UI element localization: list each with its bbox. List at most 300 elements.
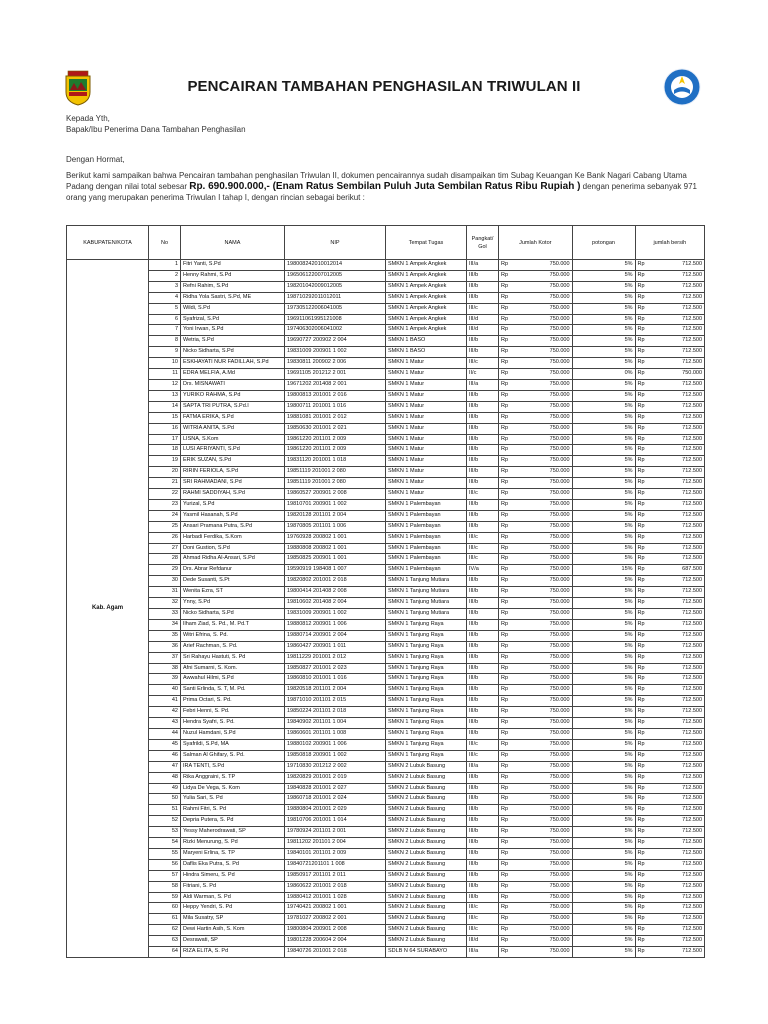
cell-potongan: 5% — [572, 881, 635, 892]
cell-currency: Rp — [499, 499, 511, 510]
cell-potongan: 5% — [572, 696, 635, 707]
table-row — [67, 761, 705, 772]
table-row — [67, 532, 705, 543]
cell-nip: 19810602 201408 2 004 — [285, 598, 386, 609]
cell-currency: Rp — [499, 903, 511, 914]
cell-currency: Rp — [499, 543, 511, 554]
cell-currency: Rp — [635, 859, 647, 870]
table-row — [67, 390, 705, 401]
cell-currency: Rp — [499, 652, 511, 663]
cell-potongan: 5% — [572, 401, 635, 412]
cell-pangkat: III/b — [467, 816, 499, 827]
cell-jumlah-bersih: 712.500 — [647, 663, 705, 674]
cell-pangkat: III/b — [467, 728, 499, 739]
cell-jumlah-kotor: 750.000 — [510, 761, 572, 772]
cell-tempat-tugas: SMKN 1 BASO — [386, 347, 467, 358]
header-nama: NAMA — [181, 226, 285, 260]
cell-tempat-tugas: SMKN 1 Ampek Angkek — [386, 325, 467, 336]
cell-nip: 198201042009012005 — [285, 281, 386, 292]
cell-no: 4 — [149, 292, 181, 303]
cell-potongan: 5% — [572, 390, 635, 401]
cell-nama: Hendra Syafri, S. Pd. — [181, 718, 285, 729]
cell-currency: Rp — [635, 794, 647, 805]
cell-pangkat: III/b — [467, 390, 499, 401]
cell-potongan: 5% — [572, 685, 635, 696]
cell-no: 7 — [149, 325, 181, 336]
table-row — [67, 554, 705, 565]
cell-potongan: 5% — [572, 576, 635, 587]
cell-no: 17 — [149, 434, 181, 445]
table-row — [67, 565, 705, 576]
cell-tempat-tugas: SMKN 1 Tanjung Mutiara — [386, 609, 467, 620]
cell-jumlah-kotor: 750.000 — [510, 303, 572, 314]
cell-potongan: 5% — [572, 903, 635, 914]
cell-jumlah-bersih: 712.500 — [647, 925, 705, 936]
cell-potongan: 5% — [572, 707, 635, 718]
cell-currency: Rp — [499, 260, 511, 271]
table-row — [67, 292, 705, 303]
cell-tempat-tugas: SMKN 1 Matur — [386, 358, 467, 369]
cell-currency: Rp — [635, 467, 647, 478]
cell-no: 38 — [149, 663, 181, 674]
cell-jumlah-bersih: 712.500 — [647, 270, 705, 281]
cell-no: 31 — [149, 587, 181, 598]
cell-jumlah-bersih: 712.500 — [647, 554, 705, 565]
cell-jumlah-bersih: 712.500 — [647, 838, 705, 849]
table-header-row — [67, 226, 705, 260]
cell-jumlah-kotor: 750.000 — [510, 739, 572, 750]
cell-currency: Rp — [499, 892, 511, 903]
cell-tempat-tugas: SMKN 1 Palembayan — [386, 510, 467, 521]
cell-currency: Rp — [499, 565, 511, 576]
cell-jumlah-bersih: 712.500 — [647, 696, 705, 707]
cell-tempat-tugas: SMKN 1 Ampek Angkek — [386, 281, 467, 292]
cell-pangkat: III/a — [467, 260, 499, 271]
cell-tempat-tugas: SMKN 1 Tanjung Raya — [386, 674, 467, 685]
cell-nip: 19860622 201001 2 018 — [285, 881, 386, 892]
cell-jumlah-bersih: 712.500 — [647, 379, 705, 390]
cell-jumlah-kotor: 750.000 — [510, 816, 572, 827]
cell-jumlah-kotor: 750.000 — [510, 663, 572, 674]
cell-currency: Rp — [499, 761, 511, 772]
cell-tempat-tugas: SMKN 1 Palembayan — [386, 543, 467, 554]
cell-no: 55 — [149, 848, 181, 859]
greeting: Dengan Hormat, — [66, 155, 125, 164]
cell-jumlah-kotor: 750.000 — [510, 456, 572, 467]
cell-tempat-tugas: SMKN 2 Lubuk Basung — [386, 794, 467, 805]
cell-tempat-tugas: SMKN 1 Matur — [386, 478, 467, 489]
cell-nip: 197406302006041002 — [285, 325, 386, 336]
cell-jumlah-kotor: 750.000 — [510, 314, 572, 325]
table-row — [67, 728, 705, 739]
cell-potongan: 5% — [572, 478, 635, 489]
cell-no: 40 — [149, 685, 181, 696]
cell-potongan: 5% — [572, 761, 635, 772]
cell-pangkat: III/b — [467, 794, 499, 805]
cell-tempat-tugas: SMKN 2 Lubuk Basung — [386, 903, 467, 914]
cell-currency: Rp — [499, 609, 511, 620]
table-row — [67, 598, 705, 609]
cell-currency: Rp — [499, 270, 511, 281]
cell-no: 52 — [149, 816, 181, 827]
cell-pangkat: III/b — [467, 521, 499, 532]
cell-pangkat: III/c — [467, 489, 499, 500]
cell-pangkat: III/b — [467, 456, 499, 467]
cell-nama: Mila Susatry, SP — [181, 914, 285, 925]
cell-nama: Fitri Yanti, S.Pd — [181, 260, 285, 271]
cell-nama: Desrawati, SP — [181, 936, 285, 947]
cell-jumlah-kotor: 750.000 — [510, 685, 572, 696]
cell-nip: 19781027 200802 2 001 — [285, 914, 386, 925]
cell-no: 16 — [149, 423, 181, 434]
cell-jumlah-kotor: 750.000 — [510, 478, 572, 489]
cell-pangkat: III/b — [467, 641, 499, 652]
cell-currency: Rp — [635, 936, 647, 947]
cell-currency: Rp — [635, 260, 647, 271]
cell-nama: Drs. Abrar Refdanur — [181, 565, 285, 576]
table-row — [67, 838, 705, 849]
cell-potongan: 5% — [572, 467, 635, 478]
table-row — [67, 314, 705, 325]
cell-potongan: 5% — [572, 936, 635, 947]
cell-nama: Aldi Warman, S. Pd — [181, 892, 285, 903]
cell-nip: 19800414 201408 2 008 — [285, 587, 386, 598]
cell-tempat-tugas: SMKN 2 Lubuk Basung — [386, 827, 467, 838]
table-row — [67, 859, 705, 870]
cell-nama: Depria Putera, S. Pd — [181, 816, 285, 827]
cell-nama: Arief Rachman, S. Pd. — [181, 641, 285, 652]
header-tempat-tugas: Tempat Tugas — [386, 226, 467, 260]
cell-currency: Rp — [499, 794, 511, 805]
cell-nama: Daflis Eka Putra, S. Pd — [181, 859, 285, 870]
cell-jumlah-bersih: 712.500 — [647, 728, 705, 739]
cell-currency: Rp — [635, 805, 647, 816]
cell-nama: Henny Rahmi, S.Pd — [181, 270, 285, 281]
cell-pangkat: III/c — [467, 358, 499, 369]
table-row — [67, 936, 705, 947]
cell-nama: Fitriani, S. Pd — [181, 881, 285, 892]
cell-jumlah-bersih: 712.500 — [647, 761, 705, 772]
cell-nip: 19811229 201001 2 012 — [285, 652, 386, 663]
cell-no: 57 — [149, 870, 181, 881]
cell-pangkat: IV/a — [467, 565, 499, 576]
cell-tempat-tugas: SMKN 1 Tanjung Mutiara — [386, 576, 467, 587]
cell-currency: Rp — [499, 947, 511, 958]
cell-jumlah-bersih: 712.500 — [647, 630, 705, 641]
cell-jumlah-kotor: 750.000 — [510, 728, 572, 739]
cell-no: 11 — [149, 369, 181, 380]
cell-jumlah-bersih: 712.500 — [647, 412, 705, 423]
cell-currency: Rp — [499, 619, 511, 630]
cell-currency: Rp — [499, 281, 511, 292]
cell-currency: Rp — [635, 685, 647, 696]
cell-nip: 19840721201101 1 008 — [285, 859, 386, 870]
cell-pangkat: III/b — [467, 467, 499, 478]
cell-nip: 19820518 201101 2 004 — [285, 685, 386, 696]
cell-potongan: 5% — [572, 445, 635, 456]
cell-jumlah-kotor: 750.000 — [510, 445, 572, 456]
cell-jumlah-kotor: 750.000 — [510, 434, 572, 445]
cell-jumlah-kotor: 750.000 — [510, 576, 572, 587]
cell-currency: Rp — [499, 663, 511, 674]
cell-jumlah-kotor: 750.000 — [510, 772, 572, 783]
cell-nip: 197305122006041005 — [285, 303, 386, 314]
cell-jumlah-bersih: 712.500 — [647, 794, 705, 805]
table-row — [67, 750, 705, 761]
cell-jumlah-kotor: 750.000 — [510, 347, 572, 358]
cell-currency: Rp — [499, 881, 511, 892]
cell-potongan: 5% — [572, 750, 635, 761]
cell-tempat-tugas: SMKN 1 Tanjung Raya — [386, 663, 467, 674]
cell-nama: LUSI AFRIYANTI, S.Pd — [181, 445, 285, 456]
cell-pangkat: III/b — [467, 281, 499, 292]
cell-jumlah-bersih: 712.500 — [647, 401, 705, 412]
cell-currency: Rp — [499, 630, 511, 641]
cell-potongan: 5% — [572, 619, 635, 630]
cell-currency: Rp — [499, 838, 511, 849]
table-row — [67, 630, 705, 641]
cell-jumlah-bersih: 712.500 — [647, 881, 705, 892]
cell-tempat-tugas: SMKN 2 Lubuk Basung — [386, 914, 467, 925]
cell-nip: 19800711 201001 1 016 — [285, 401, 386, 412]
cell-no: 54 — [149, 838, 181, 849]
cell-pangkat: III/b — [467, 445, 499, 456]
cell-potongan: 5% — [572, 718, 635, 729]
cell-nip: 19861220 201101 2 009 — [285, 434, 386, 445]
cell-no: 46 — [149, 750, 181, 761]
cell-tempat-tugas: SMKN 1 Tanjung Raya — [386, 619, 467, 630]
cell-jumlah-bersih: 712.500 — [647, 489, 705, 500]
cell-potongan: 5% — [572, 379, 635, 390]
cell-currency: Rp — [499, 347, 511, 358]
cell-nip: 19840902 201101 1 004 — [285, 718, 386, 729]
cell-jumlah-bersih: 712.500 — [647, 816, 705, 827]
cell-jumlah-bersih: 712.500 — [647, 652, 705, 663]
cell-jumlah-bersih: 712.500 — [647, 739, 705, 750]
cell-potongan: 5% — [572, 859, 635, 870]
table-row — [67, 619, 705, 630]
cell-pangkat: III/b — [467, 630, 499, 641]
cell-nama: Awwahul Hilmi, S.Pd — [181, 674, 285, 685]
cell-no: 48 — [149, 772, 181, 783]
cell-currency: Rp — [499, 816, 511, 827]
cell-no: 53 — [149, 827, 181, 838]
cell-nip: 19860601 201101 1 008 — [285, 728, 386, 739]
cell-nama: EDRA MELFIA, A.Md — [181, 369, 285, 380]
cell-no: 22 — [149, 489, 181, 500]
cell-potongan: 15% — [572, 565, 635, 576]
cell-nama: Sri Rahayu Hastuti, S. Pd — [181, 652, 285, 663]
cell-jumlah-kotor: 750.000 — [510, 565, 572, 576]
cell-pangkat: III/c — [467, 914, 499, 925]
cell-jumlah-kotor: 750.000 — [510, 947, 572, 958]
cell-potongan: 5% — [572, 532, 635, 543]
table-row — [67, 281, 705, 292]
cell-tempat-tugas: SMKN 1 Tanjung Raya — [386, 728, 467, 739]
table-row — [67, 674, 705, 685]
cell-potongan: 5% — [572, 772, 635, 783]
cell-pangkat: III/b — [467, 336, 499, 347]
cell-no: 39 — [149, 674, 181, 685]
cell-jumlah-kotor: 750.000 — [510, 674, 572, 685]
cell-nama: YURIKO RAHMA, S.Pd — [181, 390, 285, 401]
cell-currency: Rp — [499, 598, 511, 609]
cell-pangkat: III/b — [467, 576, 499, 587]
cell-nama: Febri Henni, S. Pd. — [181, 707, 285, 718]
cell-currency: Rp — [635, 292, 647, 303]
cell-no: 42 — [149, 707, 181, 718]
cell-currency: Rp — [635, 925, 647, 936]
cell-currency: Rp — [499, 772, 511, 783]
cell-currency: Rp — [635, 816, 647, 827]
cell-no: 41 — [149, 696, 181, 707]
cell-potongan: 5% — [572, 914, 635, 925]
cell-tempat-tugas: SMKN 1 Tanjung Mutiara — [386, 598, 467, 609]
cell-no: 64 — [149, 947, 181, 958]
cell-nama: Yoni Irwan, S.Pd — [181, 325, 285, 336]
cell-potongan: 5% — [572, 281, 635, 292]
cell-tempat-tugas: SMKN 1 Tanjung Raya — [386, 696, 467, 707]
cell-pangkat: III/b — [467, 270, 499, 281]
cell-potongan: 5% — [572, 260, 635, 271]
cell-jumlah-bersih: 712.500 — [647, 390, 705, 401]
cell-nama: Yulia Sari, S. Pd — [181, 794, 285, 805]
cell-nip: 19881081 201001 2 012 — [285, 412, 386, 423]
intro-text-part1: Berikut kami sampaikan bahwa Pencairan tambahan penghasilan Triwulan II, dokumen pencairannya sudah disampaikan tim Subag Keuangan Ke Bank Nagari Cabang Utama Padang dengan nilai total sebesar — [66, 171, 687, 191]
cell-tempat-tugas: SMKN 1 Palembayan — [386, 554, 467, 565]
cell-no: 26 — [149, 532, 181, 543]
cell-currency: Rp — [635, 663, 647, 674]
cell-jumlah-kotor: 750.000 — [510, 489, 572, 500]
cell-nip: 19850630 201001 2 021 — [285, 423, 386, 434]
cell-potongan: 5% — [572, 292, 635, 303]
cell-nip: 19880812 200901 1 006 — [285, 619, 386, 630]
cell-potongan: 5% — [572, 947, 635, 958]
table-row — [67, 510, 705, 521]
cell-jumlah-kotor: 750.000 — [510, 543, 572, 554]
cell-potongan: 5% — [572, 499, 635, 510]
cell-nip: 19800813 201001 2 016 — [285, 390, 386, 401]
cell-jumlah-kotor: 750.000 — [510, 881, 572, 892]
cell-nama: Rika Anggraini, S. TP — [181, 772, 285, 783]
cell-nip: 19860427 200901 1 011 — [285, 641, 386, 652]
cell-no: 37 — [149, 652, 181, 663]
table-row — [67, 772, 705, 783]
cell-no: 50 — [149, 794, 181, 805]
cell-nip: 19831009 200901 1 002 — [285, 347, 386, 358]
cell-currency: Rp — [499, 576, 511, 587]
cell-tempat-tugas: SMKN 1 Ampek Angkek — [386, 303, 467, 314]
cell-currency: Rp — [635, 761, 647, 772]
table-row — [67, 587, 705, 598]
cell-nip: 19880804 201001 2 029 — [285, 805, 386, 816]
table-row — [67, 369, 705, 380]
cell-nama: Dede Susanti, S.Pt — [181, 576, 285, 587]
cell-jumlah-bersih: 712.500 — [647, 347, 705, 358]
cell-currency: Rp — [635, 609, 647, 620]
cell-jumlah-kotor: 750.000 — [510, 554, 572, 565]
cell-pangkat: III/c — [467, 750, 499, 761]
cell-pangkat: III/b — [467, 805, 499, 816]
cell-tempat-tugas: SMKN 1 Tanjung Raya — [386, 630, 467, 641]
header-pangkat: Pangkat/ Gol — [467, 226, 499, 260]
cell-currency: Rp — [635, 881, 647, 892]
cell-potongan: 5% — [572, 838, 635, 849]
cell-jumlah-kotor: 750.000 — [510, 401, 572, 412]
cell-currency: Rp — [635, 903, 647, 914]
cell-currency: Rp — [499, 707, 511, 718]
cell-currency: Rp — [635, 314, 647, 325]
cell-currency: Rp — [499, 674, 511, 685]
cell-jumlah-kotor: 750.000 — [510, 936, 572, 947]
cell-tempat-tugas: SMKN 2 Lubuk Basung — [386, 805, 467, 816]
cell-nip: 19780924 201101 2 001 — [285, 827, 386, 838]
cell-jumlah-kotor: 750.000 — [510, 794, 572, 805]
cell-jumlah-bersih: 712.500 — [647, 260, 705, 271]
cell-nama: ESKHAYATI NUR FADILLAH, S.Pd — [181, 358, 285, 369]
table-row — [67, 652, 705, 663]
cell-jumlah-bersih: 712.500 — [647, 445, 705, 456]
cell-jumlah-kotor: 750.000 — [510, 521, 572, 532]
cell-nama: RAHMI SADDIYAH, S.Pd — [181, 489, 285, 500]
cell-potongan: 5% — [572, 652, 635, 663]
cell-pangkat: III/b — [467, 652, 499, 663]
cell-no: 58 — [149, 881, 181, 892]
cell-nip: 196911061995121008 — [285, 314, 386, 325]
table-row — [67, 848, 705, 859]
cell-potongan: 5% — [572, 816, 635, 827]
cell-no: 21 — [149, 478, 181, 489]
cell-tempat-tugas: SMKN 1 Palembayan — [386, 499, 467, 510]
table-row — [67, 543, 705, 554]
cell-no: 12 — [149, 379, 181, 390]
cell-nip: 19840828 201001 2 027 — [285, 783, 386, 794]
cell-pangkat: III/b — [467, 663, 499, 674]
cell-nama: Afni Sumarni, S. Kom. — [181, 663, 285, 674]
cell-pangkat: III/c — [467, 303, 499, 314]
cell-nama: Nuzul Hamdani, S.Pd — [181, 728, 285, 739]
cell-jumlah-bersih: 712.500 — [647, 685, 705, 696]
cell-currency: Rp — [499, 587, 511, 598]
cell-nama: FATMA ERIKA, S.Pd — [181, 412, 285, 423]
cell-nip: 19861220 201101 2 009 — [285, 445, 386, 456]
cell-pangkat: III/d — [467, 314, 499, 325]
cell-currency: Rp — [499, 870, 511, 881]
cell-currency: Rp — [635, 390, 647, 401]
cell-currency: Rp — [635, 783, 647, 794]
table-row — [67, 499, 705, 510]
cell-potongan: 5% — [572, 456, 635, 467]
cell-nama: Nicko Sidharta, S.Pd — [181, 609, 285, 620]
cell-no: 3 — [149, 281, 181, 292]
cell-currency: Rp — [499, 303, 511, 314]
cell-potongan: 0% — [572, 369, 635, 380]
cell-pangkat: III/b — [467, 772, 499, 783]
cell-currency: Rp — [635, 347, 647, 358]
table-row — [67, 816, 705, 827]
cell-jumlah-bersih: 712.500 — [647, 892, 705, 903]
cell-pangkat: III/d — [467, 936, 499, 947]
cell-tempat-tugas: SMKN 1 Matur — [386, 401, 467, 412]
cell-currency: Rp — [499, 379, 511, 390]
cell-no: 10 — [149, 358, 181, 369]
cell-potongan: 5% — [572, 609, 635, 620]
cell-jumlah-kotor: 750.000 — [510, 707, 572, 718]
cell-tempat-tugas: SMKN 2 Lubuk Basung — [386, 816, 467, 827]
cell-jumlah-bersih: 712.500 — [647, 587, 705, 598]
table-row — [67, 270, 705, 281]
intro-text-part2: dengan penerima sebanyak 971 orang yang merupakan penerima Triwulan I tahap I, dengan rincian sebagai berikut : — [66, 182, 697, 202]
